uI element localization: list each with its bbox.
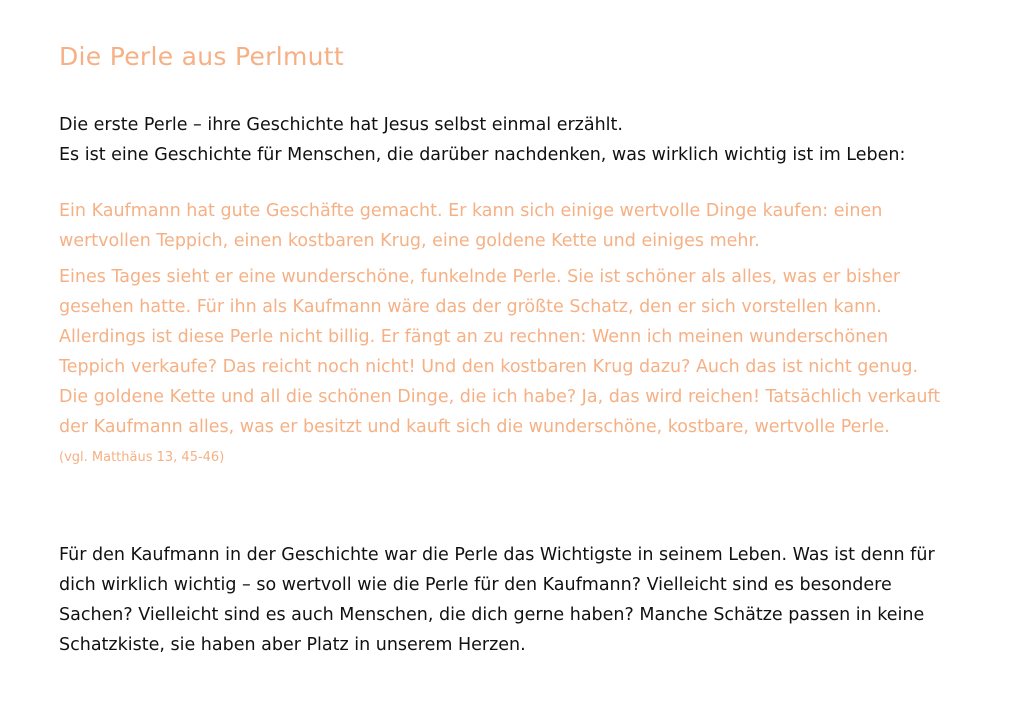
bible-reference: (vgl. Matthäus 13, 45-46)	[59, 450, 225, 465]
page-title: Die Perle aus Perlmutt	[59, 42, 344, 71]
intro-line-2: Es ist eine Geschichte für Menschen, die darüber nachdenken, was wirklich wichtig ist im Leben:	[59, 145, 906, 165]
intro-line-1: Die erste Perle – ihre Geschichte hat Jesus selbst einmal erzählt.	[59, 115, 623, 135]
closing-paragraph: Für den Kaufmann in der Geschichte war die Perle das Wichtigste in seinem Leben. Was ist denn für dich wirklich wichtig – so wertvoll wie die Perle für den Kaufmann? Vielleicht sind es besondere Sachen? Vielleicht sind es auch Menschen, die dich gerne haben? Manche Schätze passen in keine Schatzkiste, sie haben aber Platz in unserem Herzen.	[59, 545, 935, 655]
story-block	[59, 196, 949, 474]
intro-text	[59, 110, 969, 170]
story-paragraph-1: Ein Kaufmann hat gute Geschäfte gemacht. Er kann sich einige wertvolle Dinge kaufen: einen wertvollen Teppich, einen kostbaren Krug, eine goldene Kette und einiges mehr.	[59, 201, 883, 251]
story-paragraph-2: Eines Tages sieht er eine wunderschöne, funkelnde Perle. Sie ist schöner als alles, was er bisher gesehen hatte. Für ihn als Kaufmann wäre das der größte Schatz, den er sich vorstellen kann. Allerdings ist diese Perle nicht billig. Er fängt an zu rechnen: Wenn ich meinen wunderschönen Teppich verkaufe? Das reicht noch nicht! Und den kostbaren Krug dazu? Auch das ist nicht genug. Die goldene Kette und all die schönen Dinge, die ich habe? Ja, das wird reichen! Tatsächlich verkauft der Kaufmann alles, was er besitzt und kauft sich die wunderschöne, kostbare, wertvolle Perle.	[59, 267, 941, 437]
